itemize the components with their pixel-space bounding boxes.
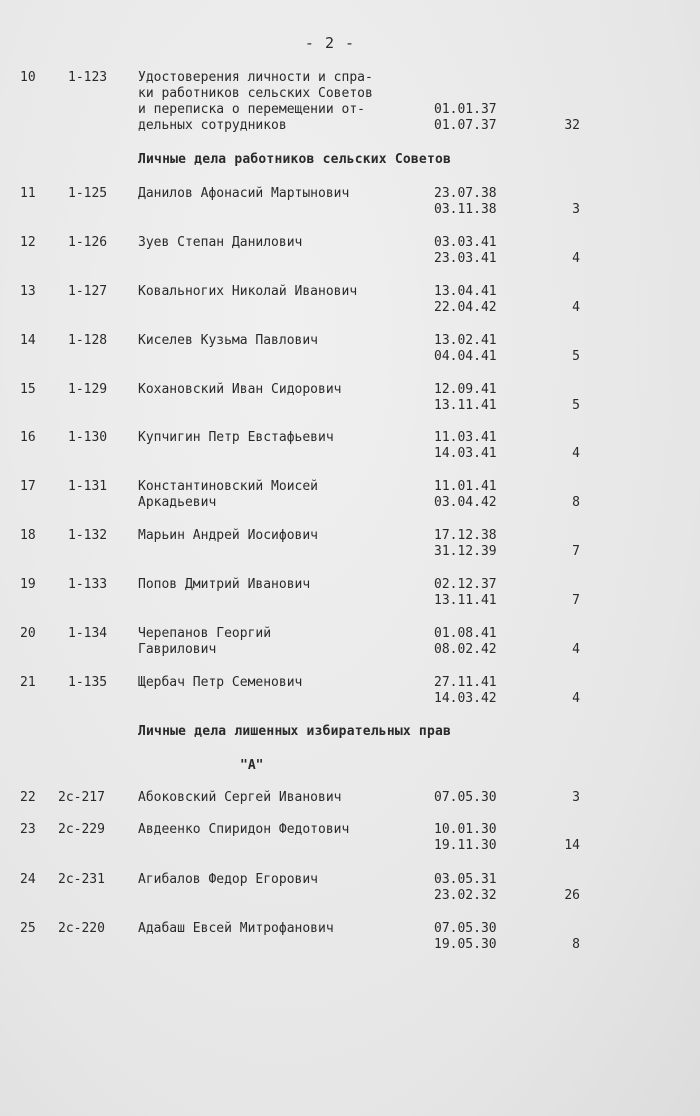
record-end-date: 01.07.37 bbox=[434, 118, 497, 133]
record-start-date: 13.04.41 bbox=[434, 284, 497, 299]
record-title: Константиновский Моисей Аркадьевич bbox=[138, 479, 319, 510]
record-number: 14 bbox=[20, 333, 36, 348]
record-index: 2с-229 bbox=[58, 822, 105, 837]
record-end-date: 13.11.41 bbox=[434, 398, 497, 413]
record-title: Адабаш Евсей Митрофанович bbox=[138, 921, 334, 936]
record-start-date: 02.12.37 bbox=[434, 577, 497, 592]
record-start-date: 07.05.30 bbox=[434, 790, 497, 805]
record-start-date: 03.05.31 bbox=[434, 872, 497, 887]
section-heading-disenfranchised: Личные дела лишенных избирательных прав bbox=[138, 724, 452, 739]
record-end-date: 14.03.41 bbox=[434, 446, 497, 461]
record-sheet-count: 8 bbox=[572, 937, 580, 952]
record-number: 24 bbox=[20, 872, 36, 887]
record-number: 12 bbox=[20, 235, 36, 250]
record-end-date: 03.11.38 bbox=[434, 202, 497, 217]
record-start-date: 01.08.41 bbox=[434, 626, 497, 641]
record-end-date: 08.02.42 bbox=[434, 642, 497, 657]
record-start-date: 13.02.41 bbox=[434, 333, 497, 348]
record-start-date: 23.07.38 bbox=[434, 186, 497, 201]
record-start-date: 01.01.37 bbox=[434, 102, 497, 117]
record-index: 1-126 bbox=[68, 235, 108, 250]
record-sheet-count: 7 bbox=[572, 593, 580, 608]
record-sheet-count: 4 bbox=[572, 642, 580, 657]
record-sheet-count: 4 bbox=[572, 691, 580, 706]
record-sheet-count: 4 bbox=[572, 251, 580, 266]
record-sheet-count: 7 bbox=[572, 544, 580, 559]
record-title: Данилов Афонасий Мартынович bbox=[138, 186, 350, 201]
record-start-date: 12.09.41 bbox=[434, 382, 497, 397]
record-start-date: 07.05.30 bbox=[434, 921, 497, 936]
record-sheet-count: 3 bbox=[572, 202, 580, 217]
record-end-date: 23.02.32 bbox=[434, 888, 497, 903]
record-end-date: 19.11.30 bbox=[434, 838, 497, 853]
record-title: Киселев Кузьма Павлович bbox=[138, 333, 319, 348]
record-sheet-count: 4 bbox=[572, 300, 580, 315]
record-index: 1-134 bbox=[68, 626, 108, 641]
record-number: 17 bbox=[20, 479, 36, 494]
record-number: 11 bbox=[20, 186, 36, 201]
record-start-date: 03.03.41 bbox=[434, 235, 497, 250]
record-sheet-count: 5 bbox=[572, 398, 580, 413]
record-start-date: 17.12.38 bbox=[434, 528, 497, 543]
section-heading-village-councils: Личные дела работников сельских Советов bbox=[138, 152, 452, 167]
record-number: 22 bbox=[20, 790, 36, 805]
record-sheet-count: 3 bbox=[572, 790, 580, 805]
record-start-date: 11.01.41 bbox=[434, 479, 497, 494]
record-index: 1-132 bbox=[68, 528, 108, 543]
record-end-date: 31.12.39 bbox=[434, 544, 497, 559]
record-end-date: 13.11.41 bbox=[434, 593, 497, 608]
record-start-date: 27.11.41 bbox=[434, 675, 497, 690]
record-number: 20 bbox=[20, 626, 36, 641]
record-index: 1-123 bbox=[68, 70, 108, 85]
record-number: 21 bbox=[20, 675, 36, 690]
record-title: Удостоверения личности и спра- ки работников сельских Советов и переписка о перемещении от- дельных сотрудников bbox=[138, 70, 373, 133]
alphabet-letter-heading: "А" bbox=[240, 758, 264, 773]
record-sheet-count: 8 bbox=[572, 495, 580, 510]
record-index: 1-129 bbox=[68, 382, 108, 397]
record-end-date: 04.04.41 bbox=[434, 349, 497, 364]
record-end-date: 14.03.42 bbox=[434, 691, 497, 706]
record-title: Ковальногих Николай Иванович bbox=[138, 284, 358, 299]
record-index: 1-127 bbox=[68, 284, 108, 299]
record-sheet-count: 4 bbox=[572, 446, 580, 461]
record-number: 18 bbox=[20, 528, 36, 543]
record-title: Марьин Андрей Иосифович bbox=[138, 528, 319, 543]
record-sheet-count: 32 bbox=[564, 118, 580, 133]
record-number: 23 bbox=[20, 822, 36, 837]
record-title: Абоковский Сергей Иванович bbox=[138, 790, 342, 805]
record-number: 19 bbox=[20, 577, 36, 592]
record-title: Черепанов Георгий Гаврилович bbox=[138, 626, 272, 657]
record-start-date: 10.01.30 bbox=[434, 822, 497, 837]
record-end-date: 22.04.42 bbox=[434, 300, 497, 315]
record-sheet-count: 5 bbox=[572, 349, 580, 364]
record-title: Агибалов Федор Егорович bbox=[138, 872, 319, 887]
page-number: - 2 - bbox=[304, 34, 356, 52]
record-number: 15 bbox=[20, 382, 36, 397]
record-index: 2с-231 bbox=[58, 872, 105, 887]
record-title: Кохановский Иван Сидорович bbox=[138, 382, 342, 397]
record-sheet-count: 26 bbox=[564, 888, 580, 903]
record-title: Щербач Петр Семенович bbox=[138, 675, 303, 690]
record-index: 1-131 bbox=[68, 479, 108, 494]
record-end-date: 19.05.30 bbox=[434, 937, 497, 952]
record-title: Зуев Степан Данилович bbox=[138, 235, 303, 250]
record-sheet-count: 14 bbox=[564, 838, 580, 853]
record-index: 1-130 bbox=[68, 430, 108, 445]
record-title: Купчигин Петр Евстафьевич bbox=[138, 430, 334, 445]
record-end-date: 03.04.42 bbox=[434, 495, 497, 510]
record-number: 16 bbox=[20, 430, 36, 445]
record-index: 2с-217 bbox=[58, 790, 105, 805]
record-number: 13 bbox=[20, 284, 36, 299]
record-number: 25 bbox=[20, 921, 36, 936]
record-index: 2с-220 bbox=[58, 921, 105, 936]
record-start-date: 11.03.41 bbox=[434, 430, 497, 445]
record-title: Авдеенко Спиридон Федотович bbox=[138, 822, 350, 837]
record-index: 1-133 bbox=[68, 577, 108, 592]
record-end-date: 23.03.41 bbox=[434, 251, 497, 266]
record-title: Попов Дмитрий Иванович bbox=[138, 577, 311, 592]
record-index: 1-125 bbox=[68, 186, 108, 201]
record-index: 1-128 bbox=[68, 333, 108, 348]
record-index: 1-135 bbox=[68, 675, 108, 690]
record-number: 10 bbox=[20, 70, 36, 85]
